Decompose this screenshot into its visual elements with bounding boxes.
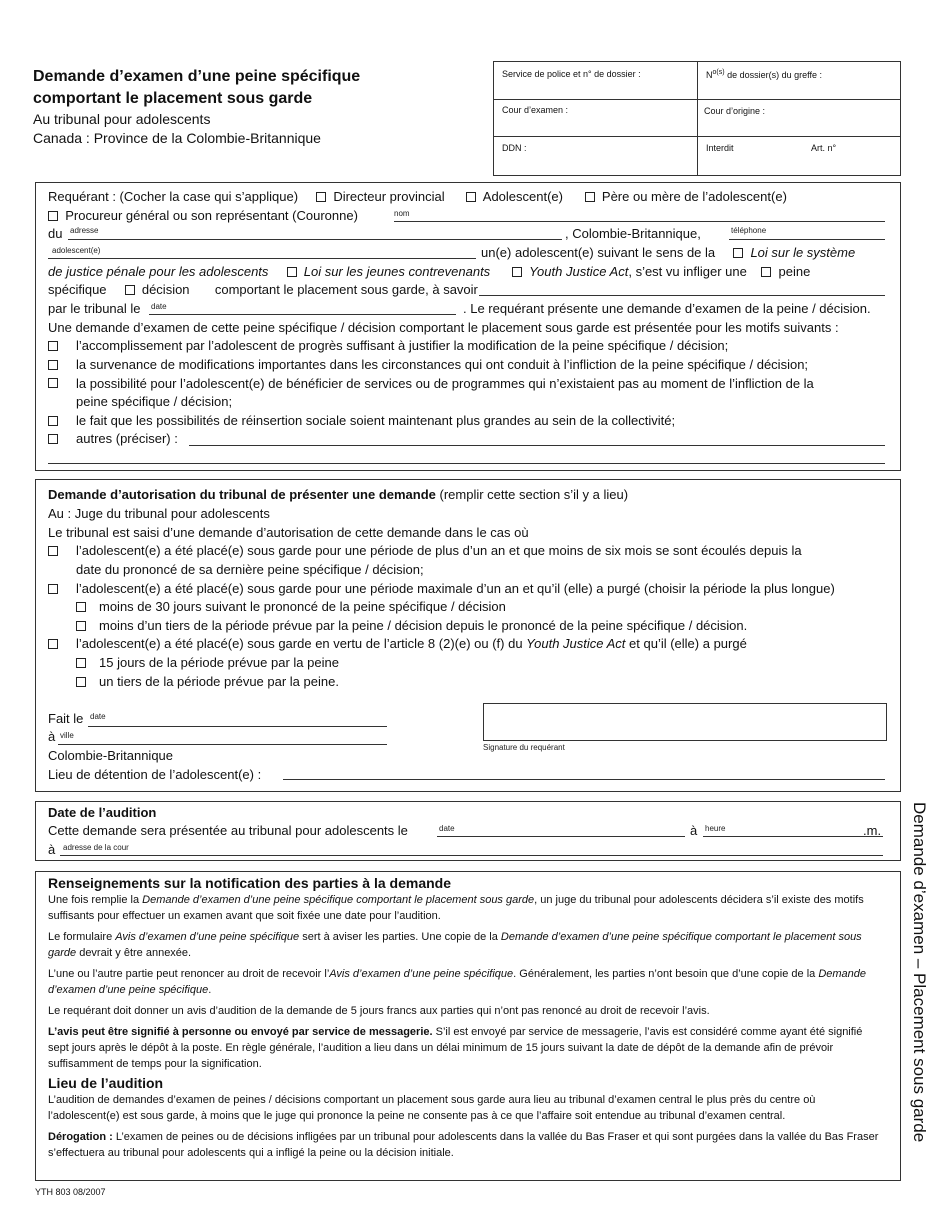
leave-c2-checkbox[interactable] (48, 584, 58, 594)
court-address-field[interactable] (60, 855, 883, 856)
form-title-line2: comportant le placement sous garde (33, 90, 313, 107)
ground2-label: la survenance de modifications importantes dans les circonstances qui ont conduit à l’infliction de la peine spécifique / décision; (76, 357, 809, 372)
ground3-label-b: peine spécifique / décision; (76, 394, 233, 409)
review-court-label: Cour d’examen : (502, 105, 569, 115)
address-field[interactable] (68, 239, 562, 240)
yja-checkbox[interactable] (512, 267, 522, 277)
registry-file-label: $N^{o(s)}$ de dossier(s) du greffe : (706, 69, 822, 80)
leave-title-note: (remplir cette section s’il y a lieu) (435, 487, 629, 502)
info-p5: L’avis peut être signifié à personne ou envoyé par service de messagerie. S’il est envoyé par service de messagerie, l’avis est considéré comme ayant été signifié sept jours après le dépôt à la poste. En règle générale, l’audition a lieu dans un délai minimum de 15 jours suivant la date de dépôt de la demande afin de prévoir suffisamment de temps pour la signification. (48, 1026, 863, 1070)
leave-c1-label-a: l’adolescent(e) a été placé(e) sous garde pour une période de plus d’un an et que moins de six mois se sont écoulés depuis la (76, 543, 802, 558)
youth-label: Adolescent(e) (482, 189, 563, 204)
leave-title: Demande d’autorisation du tribunal de présenter une demande (48, 487, 436, 502)
decision-label: décision (141, 282, 190, 297)
leave-c3-checkbox[interactable] (48, 639, 58, 649)
ground5-checkbox[interactable] (48, 434, 58, 444)
bc-label: , Colombie-Britannique, (565, 226, 701, 241)
leave-c2a-checkbox[interactable] (76, 602, 86, 612)
peine-label: peine (778, 264, 811, 279)
police-file-label: Service de police et n° de dossier : (502, 69, 641, 79)
ground3-label-a: la possibilité pour l’adolescent(e) de bénéficier de services ou de programmes qui n’existaient pas au moment de l’infliction de la (76, 376, 814, 391)
leave-c2a-label: moins de 30 jours suivant le prononcé de la peine spécifique / décision (99, 599, 506, 614)
hearing-time-field[interactable] (703, 836, 883, 837)
info-p6: L’audition de demandes d’examen de peines / décisions comportant un placement sous garde aura lieu au tribunal d’examen central le plus près du centre où l’adolescent(e) est sous garde, à moins que le juge qui prononce la peine ne consente pas à ce que l’affaire soit entendue au tribunal d’examen central. (48, 1094, 816, 1122)
ag-label: Procureur général ou son représentant (Couronne) (65, 208, 358, 223)
leave-c3b-checkbox[interactable] (76, 677, 86, 687)
info-p1: Une fois remplie la Demande d’examen d’une peine spécifique comportant le placement sous garde, un juge du tribunal pour adolescents décidera s’il existe des motifs suffisants pour effectuer un examen avant que soit fixée une date pour l’audition. (48, 894, 864, 922)
hearing-title: Date de l’audition (48, 805, 157, 820)
leave-bc-label: Colombie-Britannique (48, 748, 174, 763)
hearing-date-field[interactable] (437, 836, 685, 837)
file-info-box (493, 61, 901, 176)
leave-c3a-checkbox[interactable] (76, 658, 86, 668)
info-p7: Dérogation : L’examen de peines ou de décisions infligées par un tribunal pour adolescents dans la vallée du Bas Fraser et qui sont purgées dans la vallée du Bas Fraser s’effectuera au tribunal pour adolescents qui a infligé la peine ou la décision initiale. (48, 1131, 879, 1159)
hearing-a-label: à (690, 823, 698, 838)
ddn-label: DDN : (502, 143, 527, 153)
name-field[interactable] (394, 221, 885, 222)
ground4-checkbox[interactable] (48, 416, 58, 426)
parent-label: Père ou mère de l’adolescent(e) (601, 189, 787, 204)
yoa-checkbox[interactable] (287, 267, 297, 277)
hearing-time-label: heure (705, 824, 726, 833)
ground1-label: l’accomplissement par l’adolescent de progrès suffisant à justifier la modification de la peine spécifique / décision; (76, 338, 729, 353)
info-content (48, 874, 886, 1161)
form-subtitle: Au tribunal pour adolescents (33, 111, 211, 127)
done-date-label: date (90, 712, 106, 721)
signature-box[interactable] (483, 703, 887, 741)
ground3-checkbox[interactable] (48, 378, 58, 388)
leave-to: Au : Juge du tribunal pour adolescents (48, 506, 270, 521)
youth-sense-label: un(e) adolescent(e) suivant le sens de la (481, 245, 716, 260)
peine-checkbox[interactable] (761, 267, 771, 277)
signature-label: Signature du requérant (483, 743, 565, 752)
done-date-field[interactable] (88, 726, 387, 727)
leave-c1-checkbox[interactable] (48, 546, 58, 556)
hearing-m-label: .m. (863, 823, 882, 838)
parent-checkbox[interactable] (585, 192, 595, 202)
form-header (33, 66, 473, 148)
court-address-label: adresse de la cour (63, 843, 129, 852)
info-p3: L’une ou l’autre partie peut renoncer au droit de recevoir l’Avis d’examen d’une peine spécifique. Généralement, les parties n’ont besoin que d’une copie de la Demande d’examen d’une peine spécifique. (48, 968, 867, 996)
city-field[interactable] (58, 744, 387, 745)
telephone-label: téléphone (731, 226, 767, 235)
ground1-checkbox[interactable] (48, 341, 58, 351)
info-title: Renseignements sur la notification des parties à la demande (48, 875, 452, 891)
info-p4: Le requérant doit donner un avis d’audition de la demande de 5 jours francs aux parties qui n’ont pas renoncé au droit de recevoir l’avis. (48, 1005, 710, 1017)
hearing-at-label: à (48, 842, 56, 857)
info-p2: Le formulaire Avis d’examen d’une peine spécifique sert à aviser les parties. Une copie de la Demande d’examen d’une peine spécifique comportant le placement sous garde devrait y être annexée. (48, 931, 862, 959)
custody-label: comportant le placement sous garde, à savoir (214, 282, 478, 297)
du-label: du (48, 226, 63, 241)
yja-label: Youth Justice Act (529, 264, 629, 279)
sentence-field[interactable] (479, 295, 885, 296)
ground5-label: autres (préciser) : (76, 431, 178, 446)
detention-field[interactable] (283, 779, 885, 780)
other-field-1[interactable] (189, 445, 885, 446)
leave-c3-label: l’adolescent(e) a été placé(e) sous garde en vertu de l’article 8 (2)(e) ou (f) du Youth Justice Act et qu’il (elle) a purgé (76, 636, 747, 651)
at-label: à (48, 729, 56, 744)
ground2-checkbox[interactable] (48, 360, 58, 370)
leave-intro: Le tribunal est saisi d’une demande d’autorisation de cette demande dans le cas où (48, 525, 529, 540)
court-date-field[interactable] (149, 314, 456, 315)
form-title-line1: Demande d’examen d’une peine spécifique (33, 68, 361, 85)
origin-court-label: Cour d’origine : (704, 106, 766, 116)
other-field-2[interactable] (48, 463, 885, 464)
grounds-intro: Une demande d’examen de cette peine spécifique / décision comportant le placement sous garde est présentée pour les motifs suivants : (48, 320, 839, 335)
ville-label: ville (60, 731, 74, 740)
interdit-label: Interdit (706, 143, 734, 153)
sentenced-label: , s’est vu infliger une (628, 264, 747, 279)
adolescent-label: adolescent(e) (52, 246, 101, 255)
ground4-label: le fait que les possibilités de réinsertion sociale soient maintenant plus grandes au sein de la collectivité; (76, 413, 676, 428)
leave-c1-label-b: date du prononcé de sa dernière peine spécifique / décision; (76, 562, 424, 577)
art-label: Art. n° (811, 143, 837, 153)
youth-name-field[interactable] (48, 258, 476, 259)
leave-c3b-label: un tiers de la période prévue par la peine. (99, 674, 339, 689)
ycja-label-a: Loi sur le système (750, 245, 856, 260)
court-date-label: date (151, 302, 167, 311)
form-province: Canada : Province de la Colombie-Britannique (33, 130, 321, 146)
info-subtitle: Lieu de l’audition (48, 1075, 164, 1091)
youth-checkbox[interactable] (466, 192, 476, 202)
yoa-label: Loi sur les jeunes contrevenants (303, 264, 491, 279)
by-court-label: par le tribunal le (48, 301, 141, 316)
presents-label: . Le requérant présente une demande d’examen de la peine / décision. (463, 301, 871, 316)
nom-label: nom (394, 209, 410, 218)
leave-c3a-label: 15 jours de la période prévue par la peine (99, 655, 339, 670)
detention-label: Lieu de détention de l’adolescent(e) : (48, 767, 262, 782)
leave-c2b-label: moins d’un tiers de la période prévue par la peine / décision depuis le prononcé de la peine spécifique / décision. (99, 618, 748, 633)
adresse-label: adresse (70, 226, 99, 235)
decision-checkbox[interactable] (125, 285, 135, 295)
director-label: Directeur provincial (333, 189, 445, 204)
leave-c2b-checkbox[interactable] (76, 621, 86, 631)
hearing-date-label: date (439, 824, 455, 833)
ycja-checkbox[interactable] (733, 248, 743, 258)
done-label: Fait le (48, 711, 84, 726)
ycja-label-b: de justice pénale pour les adolescents (48, 264, 269, 279)
ag-checkbox[interactable] (48, 211, 58, 221)
specifique-label: spécifique (48, 282, 107, 297)
hearing-text: Cette demande sera présentée au tribunal pour adolescents le (48, 823, 408, 838)
side-title: Demande d’examen – Placement sous garde (910, 802, 929, 1143)
leave-c2-label: l’adolescent(e) a été placé(e) sous garde pour une période maximale d’un an et qu’il (elle) a purgé (choisir la période la plus longue) (76, 581, 835, 596)
telephone-field[interactable] (729, 239, 885, 240)
director-checkbox[interactable] (316, 192, 326, 202)
applicant-intro: Requérant : (Cocher la case qui s’applique) (48, 189, 299, 204)
form-code: YTH 803 08/2007 (35, 1187, 106, 1197)
